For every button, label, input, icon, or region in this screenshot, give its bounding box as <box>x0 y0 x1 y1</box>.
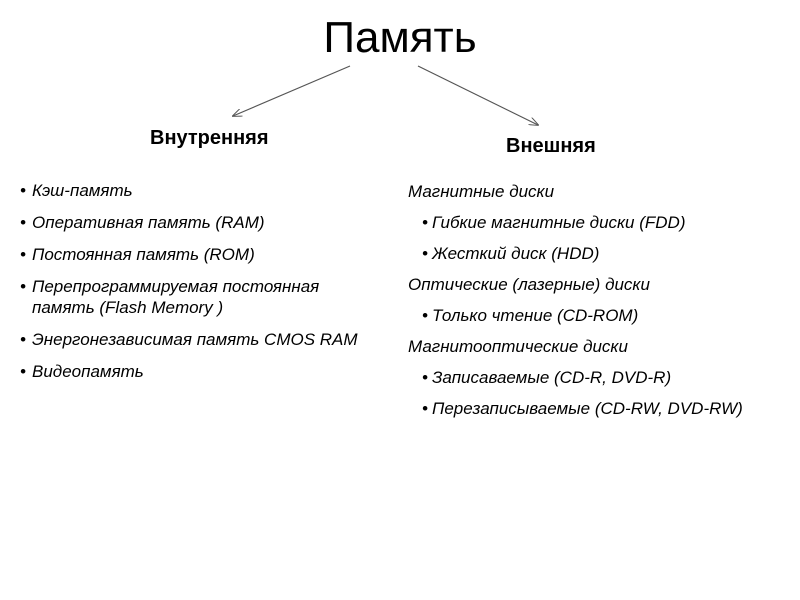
internal-item-text: Перепрограммируемая постоянная память (Flash Memory ) <box>32 277 320 317</box>
external-item <box>408 367 798 388</box>
group-label-magneto-optical: Магнитооптические диски <box>408 337 628 356</box>
internal-item-text: Оперативная память (RAM) <box>32 213 265 232</box>
bullet: • <box>422 306 428 325</box>
bullet: • <box>20 181 26 200</box>
internal-item <box>20 329 370 350</box>
bullet: • <box>422 213 428 232</box>
external-item <box>408 398 798 419</box>
internal-item-text: Кэш-память <box>32 181 133 200</box>
bullet: • <box>422 368 428 387</box>
internal-item <box>20 212 370 233</box>
internal-heading: Внутренняя <box>150 127 269 149</box>
internal-item-text: Видеопамять <box>32 362 144 381</box>
internal-item <box>20 180 370 201</box>
arrow-to-external <box>418 66 538 125</box>
diagram-title: Память <box>323 13 477 62</box>
arrow-to-internal <box>233 66 350 116</box>
external-item <box>408 212 798 233</box>
bullet: • <box>20 213 26 232</box>
external-item-text: Жесткий диск (HDD) <box>432 244 600 263</box>
bullet: • <box>422 244 428 263</box>
bullet: • <box>20 277 26 296</box>
bullet: • <box>20 245 26 264</box>
external-item-text: Гибкие магнитные диски (FDD) <box>432 213 686 232</box>
external-list <box>408 181 798 429</box>
bullet: • <box>20 330 26 349</box>
group-label-magnetic: Магнитные диски <box>408 182 555 201</box>
external-heading: Внешняя <box>506 135 596 157</box>
external-item <box>408 243 798 264</box>
external-item-text: Записаваемые (CD-R, DVD-R) <box>432 368 672 387</box>
external-item-text: Перезаписываемые (CD-RW, DVD-RW) <box>432 399 743 418</box>
internal-item-text: Энергонезависимая память CMOS RAM <box>32 330 358 349</box>
bullet: • <box>422 399 428 418</box>
bullet: • <box>20 362 26 381</box>
internal-item <box>20 276 370 318</box>
internal-item <box>20 244 370 265</box>
external-item <box>408 305 798 326</box>
internal-item-text: Постоянная память (ROM) <box>32 245 255 264</box>
group-label-optical: Оптические (лазерные) диски <box>408 275 650 294</box>
internal-list <box>20 180 370 393</box>
external-item-text: Только чтение (CD-ROM) <box>432 306 639 325</box>
internal-item <box>20 361 370 382</box>
